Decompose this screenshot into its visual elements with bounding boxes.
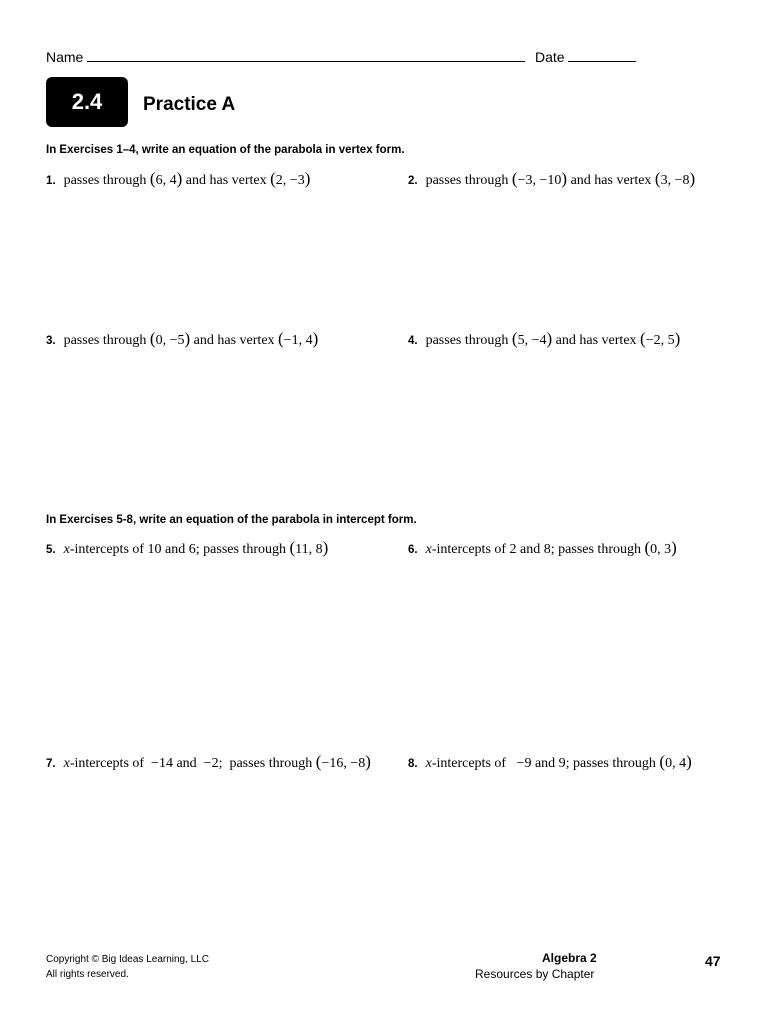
exercise-text: passes through bbox=[425, 173, 512, 188]
exercise-number: 6. bbox=[408, 544, 418, 556]
exercise-5 bbox=[46, 538, 328, 558]
vertex-coordinates: −1, 4 bbox=[283, 333, 313, 348]
point-coordinates: 5, −4 bbox=[517, 333, 547, 348]
point-coordinates: 0, −5 bbox=[155, 333, 185, 348]
point: (6, 4) bbox=[149, 169, 183, 188]
point: (11, 8) bbox=[289, 538, 329, 557]
exercise-text: -intercepts of 2 and 8; passes through bbox=[431, 542, 645, 557]
exercise-7 bbox=[46, 752, 371, 772]
name-row bbox=[46, 47, 525, 65]
point: (0, −5) bbox=[149, 329, 191, 348]
point: (−3, −10) bbox=[511, 169, 568, 188]
exercise-text: passes through bbox=[425, 333, 512, 348]
point-coordinates: −3, −10 bbox=[517, 173, 562, 188]
section-number-badge: 2.4 bbox=[46, 77, 128, 127]
point: (5, −4) bbox=[511, 329, 553, 348]
exercise-text: and has vertex bbox=[567, 173, 655, 188]
variable-x: x bbox=[425, 756, 432, 771]
exercise-text: -intercepts of −14 and −2; passes through bbox=[69, 756, 316, 771]
point: (0, 3) bbox=[644, 538, 677, 557]
exercise-text: and has vertex bbox=[182, 173, 271, 188]
point-coordinates: −16, −8 bbox=[321, 756, 366, 771]
exercise-number: 8. bbox=[408, 758, 418, 770]
date-row bbox=[535, 47, 636, 65]
exercise-number: 5. bbox=[46, 544, 56, 556]
exercise-text: -intercepts of 10 and 6; passes through bbox=[69, 542, 290, 557]
rights-text: All rights reserved. bbox=[46, 969, 129, 980]
vertex-coordinates: 3, −8 bbox=[660, 173, 690, 188]
exercise-text: -intercepts of −9 and 9; passes through bbox=[431, 756, 660, 771]
vertex: (−1, 4) bbox=[278, 329, 319, 348]
variable-x: x bbox=[63, 542, 70, 557]
date-blank bbox=[568, 47, 636, 62]
point-coordinates: 6, 4 bbox=[155, 173, 177, 188]
point: (−16, −8) bbox=[315, 752, 371, 771]
point-coordinates: 0, 3 bbox=[650, 542, 672, 557]
exercise-text: and has vertex bbox=[552, 333, 641, 348]
date-label: Date bbox=[535, 49, 565, 65]
exercise-text: and has vertex bbox=[190, 333, 279, 348]
name-label: Name bbox=[46, 49, 84, 65]
exercise-1 bbox=[46, 169, 310, 189]
book-title: Algebra 2 bbox=[542, 951, 597, 965]
resources-text: Resources by Chapter bbox=[475, 967, 595, 981]
copyright-text: Copyright © Big Ideas Learning, LLC bbox=[46, 954, 210, 965]
page-number: 47 bbox=[705, 953, 721, 969]
point: (0, 4) bbox=[659, 752, 692, 771]
variable-x: x bbox=[425, 542, 432, 557]
point-coordinates: 0, 4 bbox=[665, 756, 687, 771]
instructions-intercept-form: In Exercises 5-8, write an equation of the parabola in intercept form. bbox=[46, 514, 417, 526]
exercise-6 bbox=[408, 538, 677, 558]
exercise-number: 2. bbox=[408, 175, 418, 187]
vertex: (2, −3) bbox=[270, 169, 311, 188]
instructions-vertex-form: In Exercises 1–4, write an equation of the parabola in vertex form. bbox=[46, 144, 405, 156]
exercise-2 bbox=[408, 169, 695, 189]
point-coordinates: 11, 8 bbox=[295, 542, 323, 557]
exercise-3 bbox=[46, 329, 318, 349]
vertex: (3, −8) bbox=[654, 169, 696, 188]
exercise-text: passes through bbox=[63, 173, 150, 188]
vertex-coordinates: 2, −3 bbox=[275, 173, 305, 188]
exercise-number: 3. bbox=[46, 335, 56, 347]
variable-x: x bbox=[63, 756, 70, 771]
vertex: (−2, 5) bbox=[640, 329, 681, 348]
vertex-coordinates: −2, 5 bbox=[645, 333, 675, 348]
exercise-number: 7. bbox=[46, 758, 56, 770]
section-title: Practice A bbox=[143, 94, 236, 115]
exercise-number: 1. bbox=[46, 175, 56, 187]
exercise-8 bbox=[408, 752, 692, 772]
exercise-number: 4. bbox=[408, 335, 418, 347]
exercise-text: passes through bbox=[63, 333, 150, 348]
exercise-4 bbox=[408, 329, 680, 349]
name-blank bbox=[87, 47, 525, 62]
